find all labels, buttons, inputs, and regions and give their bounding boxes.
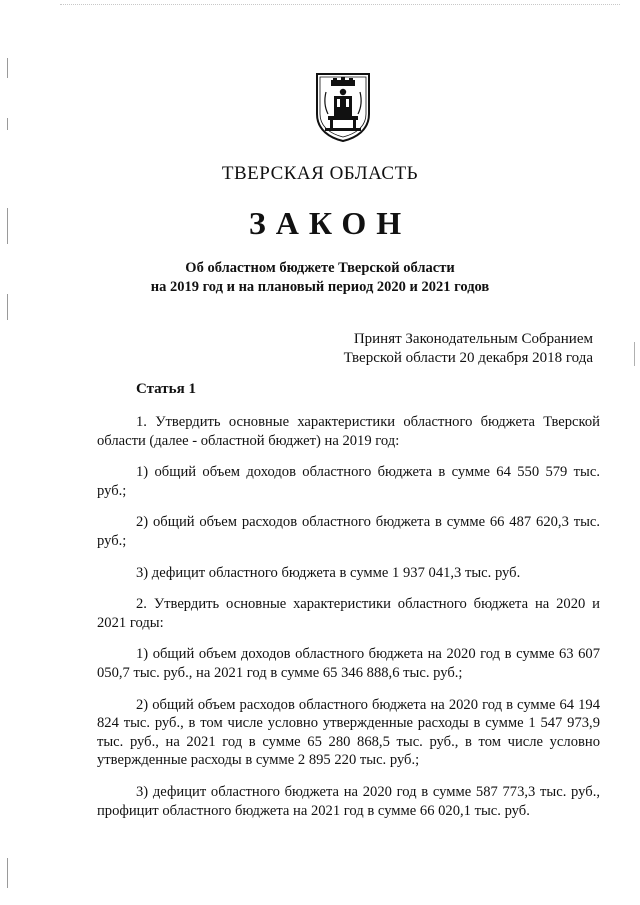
article-body xyxy=(97,413,600,833)
law-subject xyxy=(0,259,640,297)
scan-edge-mark xyxy=(634,342,635,366)
paragraph: 2. Утвердить основные характеристики областного бюджета на 2020 и 2021 годы: xyxy=(97,596,600,631)
adoption-note-line: Принят Законодательным Собранием xyxy=(353,331,593,347)
law-subject-line: на 2019 год и на плановый период 2020 и 2021 годов xyxy=(150,279,490,295)
paragraph: 1) общий объем доходов областного бюджета в сумме 64 550 579 тыс. руб.; xyxy=(97,464,600,499)
law-subject-line: Об областном бюджете Тверской области xyxy=(185,260,455,276)
scan-edge-mark xyxy=(7,118,8,130)
scan-artifact-line xyxy=(60,4,620,5)
adoption-note-line: Тверской области 20 декабря 2018 года xyxy=(343,350,593,366)
paragraph: 3) дефицит областного бюджета в сумме 1 937 041,3 тыс. руб. xyxy=(136,564,521,581)
scan-edge-mark xyxy=(7,858,8,888)
law-title: ЗАКОН xyxy=(248,205,412,241)
paragraph: 1. Утвердить основные характеристики областного бюджета Тверской области (далее - областной бюджет) на 2019 год: xyxy=(97,414,600,449)
paragraph: 2) общий объем расходов областного бюджета на 2020 год в сумме 64 194 824 тыс. руб., в том числе условно утвержденные расходы в сумме 1 547 973,9 тыс. руб., на 2021 год в сумме 65 280 868,5 тыс. руб., в том числе условно утвержденные расходы в сумме 2 895 220 тыс. руб.; xyxy=(97,696,600,769)
article-heading: Статья 1 xyxy=(136,381,196,397)
tver-coat-of-arms-icon xyxy=(314,70,372,142)
region-name: ТВЕРСКАЯ ОБЛАСТЬ xyxy=(221,163,419,184)
paragraph: 1) общий объем доходов областного бюджета на 2020 год в сумме 63 607 050,7 тыс. руб., на 2021 год в сумме 65 346 888,6 тыс. руб.; xyxy=(97,646,600,681)
adoption-note xyxy=(344,330,593,368)
paragraph: 2) общий объем расходов областного бюджета в сумме 66 487 620,3 тыс. руб.; xyxy=(97,514,600,549)
paragraph: 3) дефицит областного бюджета на 2020 год в сумме 587 773,3 тыс. руб., профицит областного бюджета на 2021 год в сумме 66 020,1 тыс. руб. xyxy=(97,783,600,819)
scan-edge-mark xyxy=(7,294,8,320)
scan-edge-mark xyxy=(7,58,8,78)
